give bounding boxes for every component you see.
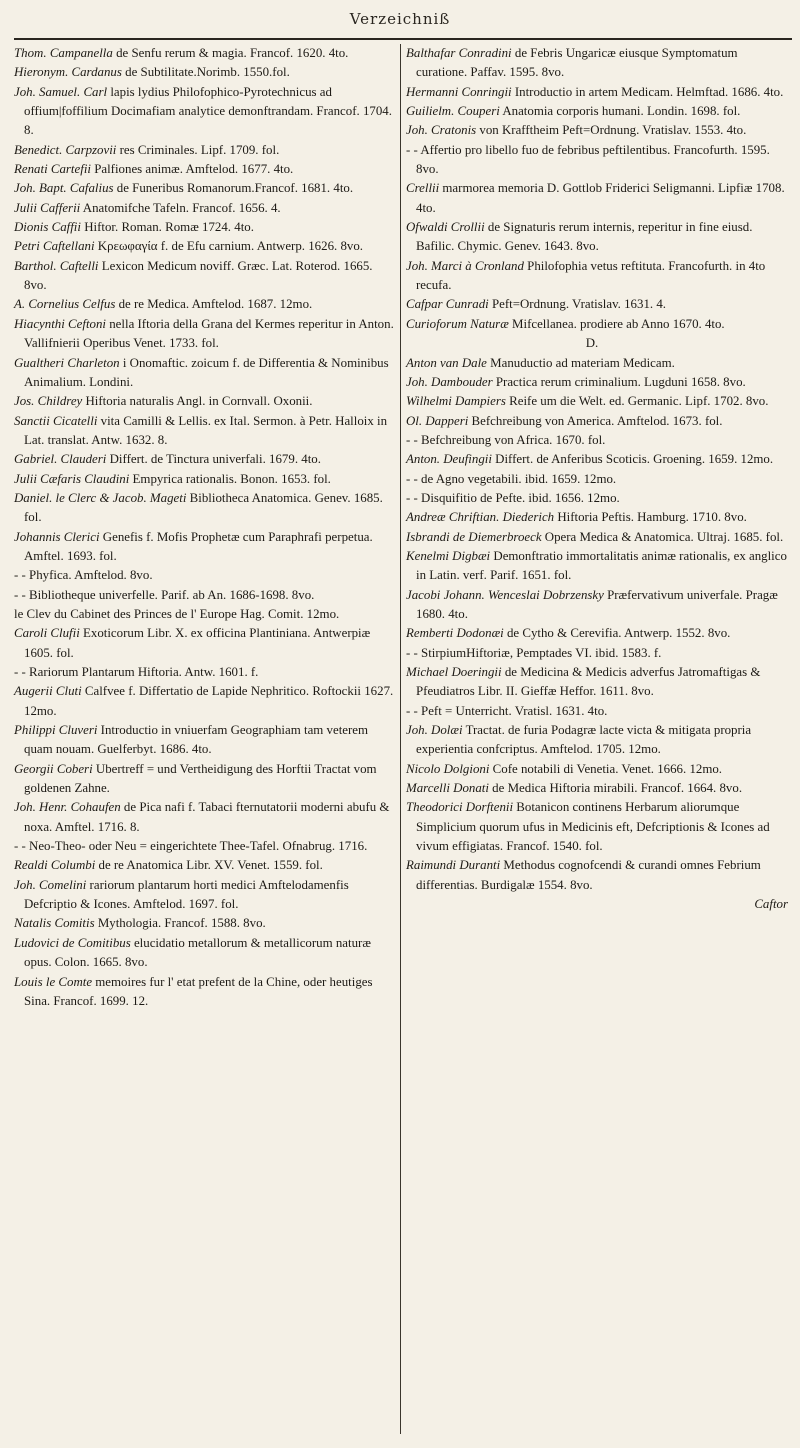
entry-text: Hiftor. Roman. Romæ 1724. 4to.: [80, 220, 254, 235]
entry-text: de Subtilitate.Norimb. 1550.fol.: [121, 65, 290, 80]
catalog-entry: [406, 760, 788, 779]
entry-text: Lexicon Medicum noviff. Græc. Lat. Roterod. 1665. 8vo.: [24, 258, 373, 293]
entry-author: Curioforum Naturæ: [406, 316, 509, 331]
left-column: [14, 44, 396, 1011]
catalog-entry: [406, 354, 788, 373]
entry-author: Joh. Marci à Cronland: [406, 258, 524, 273]
entry-author: Cafpar Cunradi: [406, 297, 489, 312]
catalog-entry: [406, 179, 788, 218]
entry-author: Joh. Cratonis: [406, 123, 477, 138]
entry-text: Tractat. de furia Podagræ lacte victa & mitigata propria experientia confcriptus. Amftelod. 1705. 12mo.: [416, 723, 752, 757]
catalog-entry: [406, 702, 788, 721]
entry-author: Hermanni Conringii: [406, 84, 512, 99]
entry-author: Julii Cafferii: [14, 200, 81, 215]
entry-text: Exoticorum Libr. X. ex officina Plantiniana. Antwerpiæ 1605. fol.: [24, 626, 371, 660]
entry-text: de re Anatomica Libr. XV. Venet. 1559. fol.: [95, 858, 323, 873]
entry-text: Philofophia vetus reftituta. Francofurth. in 4to recufa.: [416, 258, 766, 293]
entry-text: - - Bibliotheque univerfelle. Parif. ab An. 1686-1698. 8vo.: [14, 587, 315, 602]
entry-author: Marcelli Donati: [406, 781, 489, 796]
catalog-entry: [406, 257, 788, 296]
entry-author: A. Cornelius Celfus: [14, 297, 116, 312]
entry-text: Differt. de Anferibus Scoticis. Groening. 1659. 12mo.: [491, 452, 774, 467]
catchword: Caftor: [754, 897, 788, 912]
entry-text: elucidatio metallorum & metallicorum naturæ opus. Colon. 1665. 8vo.: [24, 935, 371, 970]
entry-text: le Clev du Cabinet des Princes de l' Europe Hag. Comit. 12mo.: [14, 606, 340, 621]
catalog-entry: [14, 837, 396, 856]
entry-author: Joh. Bapt. Cafalius: [14, 181, 114, 196]
entry-text: Reife um die Welt. ed. Germanic. Lipf. 1702. 8vo.: [505, 394, 769, 409]
catalog-entry: [14, 721, 396, 760]
entry-text: Ubertreff = und Vertheidigung des Horftii Tractat vom goldenen Zahne.: [24, 761, 377, 796]
catalog-entry: [406, 721, 788, 760]
catalog-entry: [14, 63, 396, 82]
entry-author: Hieronym. Cardanus: [14, 65, 122, 80]
entry-text: de Senfu rerum & magia. Francof. 1620. 4to.: [112, 46, 349, 60]
catalog-entry: [406, 218, 788, 257]
entry-author: Gabriel. Clauderi: [14, 452, 107, 467]
catalog-entry: [14, 798, 396, 837]
entry-text: de re Medica. Amftelod. 1687. 12mo.: [115, 297, 313, 312]
entry-text: nella Iftoria della Grana del Kermes reperitur in Anton. Vallifnierii Operibus Venet. 1733. fol.: [24, 316, 394, 351]
entry-text: vita Camilli & Lellis. ex Ital. Sermon. à Petr. Halloix in Lat. translat. Antw. 1632. 8.: [24, 413, 388, 447]
entry-text: Cofe notabili di Venetia. Venet. 1666. 12mo.: [489, 761, 723, 776]
catalog-entry: [14, 856, 396, 875]
catalog-entry: [14, 489, 396, 528]
entry-text: Mythologia. Francof. 1588. 8vo.: [94, 916, 266, 931]
entry-author: Jacobi Johann. Wenceslai Dobrzensky: [406, 587, 604, 602]
entry-author: Andreæ Chriftian. Diederich: [406, 510, 555, 525]
catalog-entry: [406, 508, 788, 527]
entry-text: - - Affertio pro libello fuo de febribus peftilentibus. Francofurth. 1595. 8vo.: [406, 142, 770, 177]
entry-author: Nicolo Dolgioni: [406, 761, 490, 776]
entry-text: Introductio in artem Medicam. Helmftad. 1686. 4to.: [511, 84, 784, 99]
entry-author: Isbrandi de Diemerbroeck: [406, 529, 542, 544]
catalog-entry: [14, 934, 396, 973]
entry-text: - - Rariorum Plantarum Hiftoria. Antw. 1601. f.: [14, 665, 259, 679]
catalog-entry: [14, 586, 396, 605]
catalog-entry: [406, 392, 788, 411]
entry-author: Remberti Dodonæi: [406, 626, 504, 641]
catalog-entry: [14, 760, 396, 799]
catalog-entry: [406, 295, 788, 314]
entry-text: de Signaturis rerum internis, reperitur in fine eiusd. Bafilic. Chymic. Genev. 1643. 8vo.: [416, 220, 753, 254]
catalog-entry: [406, 798, 788, 856]
entry-author: Joh. Comelini: [14, 877, 87, 892]
catalog-entry: [406, 450, 788, 469]
catalog-entry: [14, 315, 396, 354]
header-rule: [14, 38, 792, 40]
entry-text: Hiftoria naturalis Angl. in Cornvall. Oxonii.: [82, 394, 313, 409]
catalog-entry: [14, 44, 396, 63]
entry-text: Anatomia corporis humani. Londin. 1698. fol.: [499, 104, 741, 119]
entry-text: de Pica nafi f. Tabaci fternutatorii moderni abufu & noxa. Amftel. 1716. 8.: [24, 800, 390, 834]
catalog-entry: [406, 431, 788, 450]
entry-author: Balthafar Conradini: [406, 46, 512, 60]
entry-author: Caroli Clufii: [14, 626, 80, 641]
entry-author: Renati Cartefii: [14, 162, 91, 177]
entry-author: Ofwaldi Crollii: [406, 220, 485, 235]
entry-text: Demonftratio immortalitatis animæ rationalis, ex anglico in Latin. verf. Parif. 1651. fol.: [416, 548, 787, 583]
catalog-entry: [406, 586, 788, 625]
entry-author: Petri Caftellani: [14, 239, 95, 254]
entry-author: Gualtheri Charleton: [14, 355, 120, 370]
entry-author: Jos. Childrey: [14, 394, 83, 409]
entry-text: Mifcellanea. prodiere ab Anno 1670. 4to.: [508, 316, 725, 331]
catalog-entry: [406, 528, 788, 547]
entry-author: Joh. Dambouder: [406, 374, 493, 389]
catalog-entry: [406, 121, 788, 140]
catalog-entry: [406, 470, 788, 489]
catalog-entry: [14, 237, 396, 256]
catalog-entry: [406, 83, 788, 102]
entry-author: Raimundi Duranti: [406, 858, 501, 873]
catalog-entry: [14, 624, 396, 663]
catalog-entry: [14, 682, 396, 721]
catalog-entry: [14, 663, 396, 682]
catalog-entry: [14, 876, 396, 915]
catalog-entry: [406, 779, 788, 798]
entry-text: de Febris Ungaricæ eiusque Symptomatum curatione. Paffav. 1595. 8vo.: [416, 46, 738, 80]
entry-text: - - Phyfica. Amftelod. 8vo.: [14, 568, 153, 583]
catalog-entry: [14, 392, 396, 411]
entry-text: de Medica Hiftoria mirabili. Francof. 1664. 8vo.: [488, 781, 743, 796]
entry-author: Natalis Comitis: [14, 916, 95, 931]
entry-text: von Krafftheim Peft=Ordnung. Vratislav. 1553. 4to.: [476, 123, 747, 138]
entry-author: Thom. Campanella: [14, 46, 113, 60]
catalog-entry: [406, 315, 788, 334]
entry-author: Realdi Columbi: [14, 858, 96, 873]
catalog-entry: [14, 973, 396, 1012]
section-letter: D.: [585, 336, 599, 351]
entry-text: res Criminales. Lipf. 1709. fol.: [116, 142, 280, 157]
entry-text: - - Peft = Unterricht. Vratisl. 1631. 4to.: [406, 703, 608, 718]
entry-author: Theodorici Dorftenii: [406, 800, 514, 815]
catalog-entry: [14, 412, 396, 451]
catalog-entry: [406, 856, 788, 895]
entry-text: Practica rerum criminalium. Lugduni 1658. 8vo.: [492, 374, 746, 389]
catalog-entry: [406, 547, 788, 586]
entry-text: de Funeribus Romanorum.Francof. 1681. 4to.: [113, 181, 354, 196]
entry-author: Barthol. Caftelli: [14, 258, 99, 273]
entry-author: Anton van Dale: [406, 355, 487, 370]
entry-text: Bibliotheca Anatomica. Genev. 1685. fol.: [24, 490, 383, 525]
entry-text: Methodus cognofcendi & curandi omnes Febrium differentias. Burdigalæ 1554. 8vo.: [416, 858, 761, 892]
entry-text: - - StirpiumHiftoriæ, Pemptades VI. ibid. 1583. f.: [406, 645, 662, 660]
catalog-entry: [14, 295, 396, 314]
entry-author: Joh. Henr. Cohaufen: [14, 800, 121, 815]
entry-text: Botanicon continens Herbarum aliorumque Simplicium quorum ufus in Medicinis eft, Defcriptionis & Icones ad vivum effigiatas. Francof. 1540. fol.: [416, 800, 770, 854]
entry-text: Palfiones animæ. Amftelod. 1677. 4to.: [90, 162, 294, 177]
entry-text: Præfervativum univerfale. Pragæ 1680. 4to.: [416, 587, 778, 621]
entry-text: - - Befchreibung von Africa. 1670. fol.: [406, 432, 606, 447]
entry-author: Joh. Samuel. Carl: [14, 84, 108, 99]
catalog-entry: [406, 373, 788, 392]
entry-author: Hiacynthi Ceftoni: [14, 316, 107, 331]
catalog-entry: [14, 160, 396, 179]
catalog-entry: [406, 44, 788, 83]
entry-text: Befchreibung von America. Amftelod. 1673. fol.: [468, 413, 723, 428]
entry-text: lapis lydius Philofophico-Pyrotechnicus ad offium|foffilium Docimafiam analytice demonftrandam. Francof. 1704. 8.: [24, 84, 392, 138]
entry-author: Benedict. Carpzovii: [14, 142, 117, 157]
entry-text: rariorum plantarum horti medici Amftelodamenfis Defcriptio & Icones. Amftelod. 1697. fol.: [24, 877, 349, 912]
catalog-entry: [14, 179, 396, 198]
entry-author: Wilhelmi Dampiers: [406, 394, 506, 409]
catalog-entry: [406, 489, 788, 508]
entry-author: Anton. Deufingii: [406, 452, 492, 467]
entry-text: Manuductio ad materiam Medicam.: [486, 355, 675, 370]
catalog-entry: [14, 914, 396, 933]
entry-text: de Medicina & Medicis adverfus Jatromaftigas & Pfeudiatros Libr. II. Gieffæ Heffor. 1611. 8vo.: [416, 665, 761, 699]
entry-text: Differt. de Tinctura univerfali. 1679. 4to.: [106, 452, 321, 467]
catalog-entry: [14, 354, 396, 393]
entry-author: Julii Cæfaris Claudini: [14, 471, 130, 486]
entry-text: Anatomifche Tafeln. Francof. 1656. 4.: [80, 200, 281, 215]
entry-author: Kenelmi Digbæi: [406, 548, 491, 563]
catalog-entry: [14, 218, 396, 237]
entry-author: Augerii Cluti: [14, 684, 82, 699]
entry-author: Louis le Comte: [14, 974, 93, 989]
catalog-entry: [14, 528, 396, 567]
entry-text: Opera Medica & Anatomica. Ultraj. 1685. fol.: [541, 529, 784, 544]
entry-author: Georgii Coberi: [14, 761, 93, 776]
entry-text: - - Disquifitio de Pefte. ibid. 1656. 12mo.: [406, 490, 620, 505]
entry-text: Empyrica rationalis. Bonon. 1653. fol.: [129, 471, 331, 486]
catalog-entry: [14, 566, 396, 585]
catalog-entry: [406, 102, 788, 121]
entry-author: Michael Doeringii: [406, 665, 502, 679]
entry-author: Sanctii Cicatelli: [14, 413, 98, 428]
column-divider: [400, 44, 401, 1434]
entry-text: Introductio in vniuerfam Geographiam tam veterem quam nouam. Guelferbyt. 1686. 4to.: [24, 723, 369, 757]
catalog-entry: [14, 199, 396, 218]
entry-text: Genefis f. Mofis Prophetæ cum Paraphrafi perpetua. Amftel. 1693. fol.: [24, 529, 373, 563]
entry-text: i Onomaftic. zoicum f. de Differentia & Nominibus Animalium. Londini.: [24, 355, 389, 389]
entry-author: Ludovici de Comitibus: [14, 935, 131, 950]
entry-text: Peft=Ordnung. Vratislav. 1631. 4.: [488, 297, 667, 312]
catalog-entry: [14, 450, 396, 469]
entry-text: marmorea memoria D. Gottlob Friderici Seligmanni. Lipfiæ 1708. 4to.: [416, 181, 785, 215]
entry-text: memoires fur l' etat prefent de la Chine, oder heutiges Sina. Francof. 1699. 12.: [24, 974, 373, 1008]
catalog-entry: [406, 663, 788, 702]
catalog-entry: [14, 470, 396, 489]
right-column: [406, 44, 788, 914]
entry-author: Johannis Clerici: [14, 529, 100, 544]
entry-author: Ol. Dapperi: [406, 413, 469, 428]
entry-text: - - de Agno vegetabili. ibid. 1659. 12mo.: [406, 471, 617, 486]
entry-text: de Cytho & Cerevifia. Antwerp. 1552. 8vo.: [503, 626, 731, 641]
entry-text: Hiftoria Peftis. Hamburg. 1710. 8vo.: [554, 510, 747, 525]
catalog-entry: [406, 644, 788, 663]
entry-author: Dionis Caffii: [14, 220, 81, 235]
entry-text: Κρεωφαγία f. de Efu carnium. Antwerp. 1626. 8vo.: [94, 239, 364, 254]
entry-author: Guilielm. Couperi: [406, 104, 500, 119]
entry-author: Philippi Cluveri: [14, 723, 98, 738]
catalog-entry: [14, 141, 396, 160]
entry-text: Calfvee f. Differtatio de Lapide Nephritico. Roftockii 1627. 12mo.: [24, 684, 394, 718]
entry-author: Joh. Dolæi: [406, 723, 463, 738]
catalog-entry: [406, 141, 788, 180]
catalog-entry: [14, 257, 396, 296]
catalog-entry: [14, 83, 396, 141]
catalog-entry: [406, 624, 788, 643]
page-title: Verzeichniß: [349, 10, 451, 28]
entry-author: Daniel. le Clerc & Jacob. Mageti: [14, 490, 187, 505]
catalog-entry: [406, 412, 788, 431]
catalog-entry: [14, 605, 396, 624]
entry-text: - - Neo-Theo- oder Neu = eingerichtete Thee-Tafel. Ofnabrug. 1716.: [14, 839, 368, 854]
entry-author: Crellii: [406, 181, 440, 196]
